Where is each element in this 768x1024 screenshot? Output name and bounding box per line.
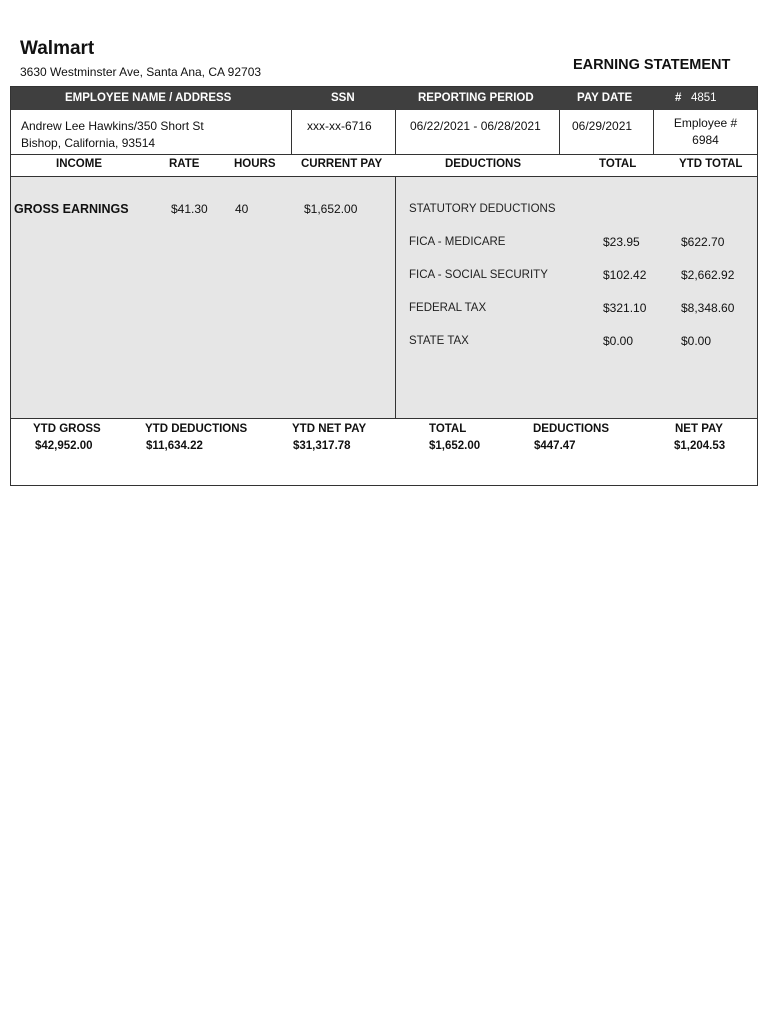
total-value: $1,652.00 <box>429 440 481 452</box>
deduction-total: $23.95 <box>603 235 640 249</box>
deductions-label: DEDUCTIONS <box>533 423 610 435</box>
total-column-header: TOTAL <box>599 158 637 170</box>
employee-name-line: Andrew Lee Hawkins/350 Short St <box>21 119 204 133</box>
deduction-ytd: $0.00 <box>681 334 712 348</box>
employee-info-row <box>11 110 757 155</box>
document-title: EARNING STATEMENT <box>573 57 731 73</box>
ytd-total-column-header: YTD TOTAL <box>679 158 743 170</box>
hours-column-header: HOURS <box>234 158 276 170</box>
deduction-name: FEDERAL TAX <box>409 302 487 314</box>
gross-earnings-hours: 40 <box>235 202 249 216</box>
reporting-period-value: 06/22/2021 - 06/28/2021 <box>410 119 541 133</box>
current-pay-column-header: CURRENT PAY <box>301 158 383 170</box>
ssn-value: xxx-xx-6716 <box>307 119 372 133</box>
gross-earnings-label: GROSS EARNINGS <box>14 202 129 216</box>
statement-number: 4851 <box>691 92 717 104</box>
company-address: 3630 Westminster Ave, Santa Ana, CA 92703 <box>20 65 262 79</box>
column-headers <box>11 154 757 177</box>
gross-earnings-rate: $41.30 <box>171 202 208 216</box>
ytd-net-pay-value: $31,317.78 <box>293 440 351 452</box>
ssn-header: SSN <box>331 92 355 104</box>
employee-number-label: Employee # <box>673 116 738 130</box>
deductions-value: $447.47 <box>534 440 576 452</box>
pay-date-value: 06/29/2021 <box>572 119 633 133</box>
deduction-ytd: $622.70 <box>681 235 725 249</box>
deduction-name: STATE TAX <box>409 335 469 347</box>
ytd-deductions-label: YTD DEDUCTIONS <box>145 423 248 435</box>
employee-number-value: 6984 <box>692 133 719 147</box>
employee-header: EMPLOYEE NAME / ADDRESS <box>65 92 232 104</box>
deduction-total: $321.10 <box>603 301 647 315</box>
net-pay-label: NET PAY <box>675 423 723 435</box>
statement-body <box>11 177 757 419</box>
statutory-deductions-heading: STATUTORY DEDUCTIONS <box>409 203 556 215</box>
total-label: TOTAL <box>429 423 467 435</box>
deduction-ytd: $2,662.92 <box>681 268 735 282</box>
earning-statement-table <box>10 86 758 486</box>
gross-earnings-current-pay: $1,652.00 <box>304 202 358 216</box>
pay-date-header: PAY DATE <box>577 92 633 104</box>
employee-address-line: Bishop, California, 93514 <box>21 136 156 150</box>
income-column-header: INCOME <box>56 158 102 170</box>
deduction-name: FICA - MEDICARE <box>409 236 506 248</box>
number-sign: # <box>675 92 682 104</box>
deduction-total: $0.00 <box>603 334 634 348</box>
ytd-deductions-value: $11,634.22 <box>146 440 203 452</box>
table-header <box>11 87 757 110</box>
rate-column-header: RATE <box>169 158 200 170</box>
net-pay-value: $1,204.53 <box>674 440 726 452</box>
deduction-name: FICA - SOCIAL SECURITY <box>409 269 548 281</box>
period-header: REPORTING PERIOD <box>418 92 534 104</box>
ytd-gross-label: YTD GROSS <box>33 423 101 435</box>
ytd-net-pay-label: YTD NET PAY <box>292 423 367 435</box>
company-name: Walmart <box>20 38 95 59</box>
ytd-gross-value: $42,952.00 <box>35 440 93 452</box>
deductions-column-header: DEDUCTIONS <box>445 158 522 170</box>
deduction-ytd: $8,348.60 <box>681 301 735 315</box>
summary-footer <box>11 419 757 485</box>
deduction-total: $102.42 <box>603 268 647 282</box>
